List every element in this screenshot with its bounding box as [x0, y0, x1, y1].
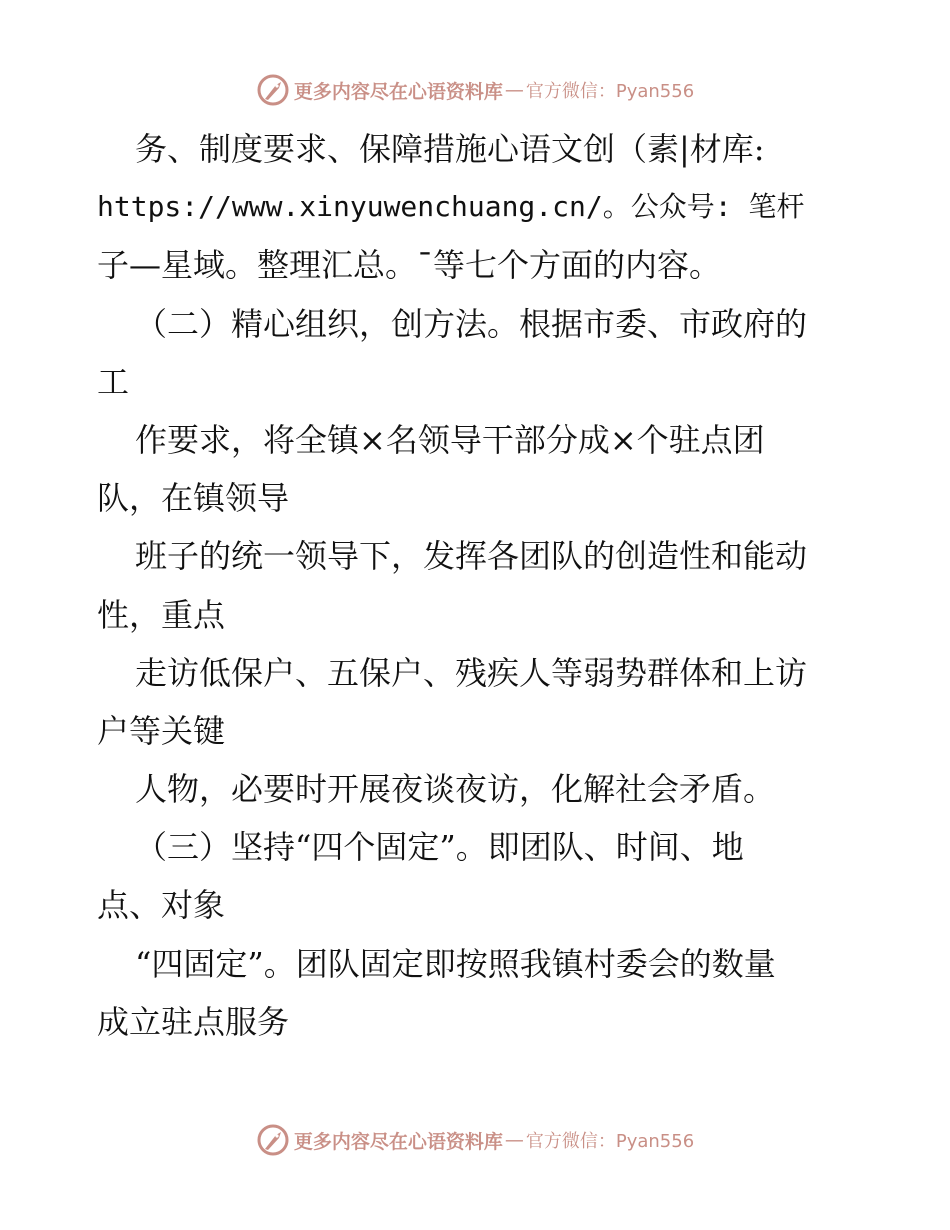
banner-separator: — [504, 79, 524, 101]
text-line: 作要求，将全镇×名领导干部分成×个驻点团 [135, 420, 765, 459]
banner-title: 更多内容尽在心语资料库 [293, 1130, 503, 1153]
banner-contact: 官方微信：Pyan556 [525, 81, 695, 102]
banner-title: 更多内容尽在心语资料库 [293, 80, 503, 103]
text-line: 性，重点 [97, 595, 226, 634]
footer-banner [0, 1120, 950, 1160]
text-line: 户等关键 [97, 711, 226, 750]
text-line: 班子的统一领导下，发挥各团队的创造性和能动 [135, 537, 808, 576]
text-line: 人物，必要时开展夜谈夜访，化解社会矛盾。 [135, 770, 776, 809]
text-line: （三）坚持“四个固定”。即团队、时间、地 [135, 828, 744, 867]
text-line: 点、对象 [97, 886, 226, 925]
header-banner [0, 70, 950, 110]
text-line: 务、制度要求、保障措施心语文创（素|材库: [135, 130, 765, 168]
document-body [97, 120, 857, 1051]
text-line: 走访低保户、五保户、残疾人等弱势群体和上访 [135, 653, 808, 692]
text-line: 队，在镇领导 [97, 479, 290, 518]
text-line: 成立驻点服务 [97, 1002, 290, 1041]
text-line: 子—星域。整理汇总。¯等七个方面的内容。 [97, 246, 722, 285]
banner-contact: 官方微信：Pyan556 [525, 1131, 695, 1152]
text-line: “四固定”。团队固定即按照我镇村委会的数量 [135, 944, 776, 983]
pen-nib-logo-icon [256, 1123, 290, 1157]
text-line: 工 [97, 362, 130, 401]
text-line-url: https://www.xinyuwenchuang.cn/。公众号: 笔杆 [97, 190, 805, 224]
text-line: （二）精心组织，创方法。根据市委、市政府的 [135, 304, 808, 343]
banner-separator: — [504, 1129, 524, 1151]
pen-nib-logo-icon [256, 73, 290, 107]
